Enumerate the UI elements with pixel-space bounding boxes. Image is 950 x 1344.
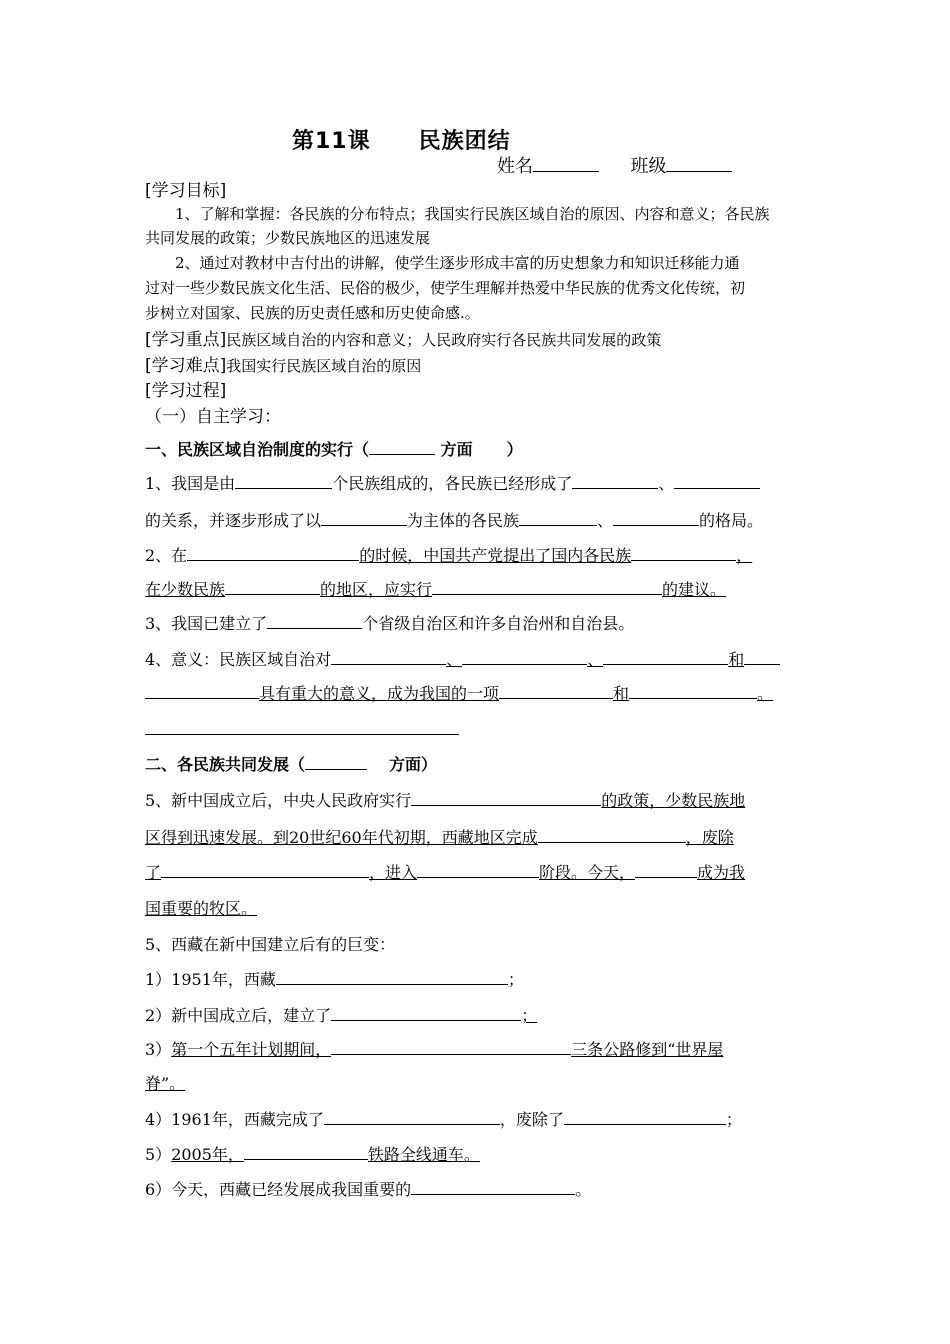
section2-heading-aspect: 方面）: [389, 755, 438, 774]
objective-2-line-3: 步树立对国家、民族的历史责任感和历史使命感.。: [145, 304, 480, 322]
q4-blank-5[interactable]: [145, 680, 259, 699]
section2-heading: [145, 751, 437, 775]
q1-line-2: [145, 507, 763, 531]
q1-text-g: 的格局。: [699, 511, 764, 530]
lesson-topic: 民族团结: [418, 129, 511, 154]
objectives-header: [学习目标]: [145, 181, 227, 201]
q1-blank-2[interactable]: [572, 470, 658, 489]
q2-line-1: [145, 542, 752, 566]
tibet-item-3: [145, 1036, 723, 1060]
t2-blank[interactable]: [331, 1002, 521, 1021]
tibet-item-3-cont: [145, 1071, 185, 1094]
t1-text-a: 1）1951年，西藏: [145, 970, 276, 989]
q5-line-4: [145, 896, 257, 919]
t3-text-d: 脊”。: [145, 1074, 186, 1093]
q5-line-1: [145, 787, 745, 811]
q3-text-a: 3、我国已建立了: [145, 614, 268, 633]
page-title: [292, 124, 511, 155]
q5-blank-2[interactable]: [538, 824, 686, 843]
t3-text-a: 3）: [145, 1040, 172, 1059]
t4-blank-2[interactable]: [564, 1106, 726, 1125]
q1-text-d: 的关系，并逐步形成了以: [145, 511, 322, 530]
q4-text-b: 、: [446, 650, 463, 669]
objective-2-line-2: 过对一些少数民族文化生活、民俗的极少，使学生理解并热爱中华民族的优秀文化传统，初: [145, 279, 746, 297]
key-points-text: 民族区域自治的内容和意义；人民政府实行各民族共同发展的政策: [226, 331, 662, 349]
q1-blank-5[interactable]: [519, 507, 597, 526]
q3-text-b: 个省级自治区和许多自治州和自治县。: [362, 614, 635, 633]
t5-blank[interactable]: [244, 1141, 368, 1160]
q4-blank-4[interactable]: [744, 646, 780, 665]
name-blank[interactable]: [533, 153, 599, 172]
t1-text-b: ；: [507, 970, 524, 989]
tibet-item-6: [145, 1176, 591, 1200]
q4-text-e: 具有重大的意义，成为我国的一项: [259, 684, 500, 703]
q4-blank-2[interactable]: [462, 646, 587, 665]
tibet-item-2: [145, 1002, 537, 1026]
section1-heading-close: ）: [506, 440, 523, 459]
q2-blank-2[interactable]: [631, 542, 736, 561]
q4-continuation-blank[interactable]: [145, 734, 459, 735]
t4-blank-1[interactable]: [324, 1106, 500, 1125]
q2-text-a: 2、在: [145, 546, 188, 565]
q5-text-d: ，废除: [685, 828, 734, 847]
student-info: [497, 152, 732, 178]
objective-1-line-1: 1、了解和掌握：各民族的分布特点；我国实行民族区域自治的原因、内容和意义；各民族: [175, 205, 770, 223]
t2-text-a: 2）新中国成立后，建立了: [145, 1006, 332, 1025]
q5-text-c: 区得到迅速发展。到20世纪60年代初期，西藏地区完成: [145, 828, 538, 847]
t4-text-b: ，废除了: [499, 1110, 564, 1129]
q4-text-g: 。: [757, 684, 774, 703]
section2-aspect-blank[interactable]: [305, 751, 367, 770]
name-label: 姓名: [497, 156, 533, 177]
class-label: 班级: [630, 156, 667, 177]
t6-text-b: 。: [575, 1180, 592, 1199]
q1-blank-1[interactable]: [235, 470, 332, 489]
q4-blank-1[interactable]: [331, 646, 446, 665]
t1-blank[interactable]: [276, 966, 508, 985]
q5-blank-4[interactable]: [417, 859, 539, 878]
difficulties-header: [学习难点]: [145, 356, 227, 376]
t2-text-b: ；: [521, 1006, 538, 1025]
difficulties: [145, 351, 421, 376]
q5-text-a: 5、新中国成立后，中央人民政府实行: [145, 791, 412, 810]
q5-text-i: 国重要的牧区。: [145, 899, 258, 918]
q5-text-f: ，进入: [369, 863, 418, 882]
t6-blank[interactable]: [411, 1176, 575, 1195]
tibet-item-5: [145, 1141, 480, 1165]
q2-text-d: 在少数民族: [145, 580, 226, 599]
q5-text-b: 的政策，少数民族地: [601, 791, 746, 810]
section2-heading-text: 二、各民族共同发展（: [145, 755, 306, 774]
tibet-item-1: [145, 966, 524, 990]
q4-line-1: [145, 646, 780, 670]
key-points-header: [学习重点]: [145, 330, 227, 350]
q4-line-2: [145, 680, 773, 704]
objective-2-line-1: 2、通过对教材中吉付出的讲解，使学生逐步形成丰富的历史想象力和知识迁移能力通: [175, 254, 740, 272]
q4-text-d: 和: [728, 650, 745, 669]
q1-blank-4[interactable]: [321, 507, 407, 526]
t4-text-a: 4）1961年，西藏完成了: [145, 1110, 324, 1129]
q1-text-c: 、: [658, 474, 675, 493]
q5-blank-1[interactable]: [411, 787, 601, 806]
section1-aspect-blank[interactable]: [369, 436, 435, 455]
q4-blank-6[interactable]: [499, 680, 613, 699]
objective-1-line-2: 共同发展的政策；少数民族地区的迅速发展: [145, 229, 431, 247]
t4-text-c: ；: [725, 1110, 742, 1129]
q2-blank-4[interactable]: [432, 576, 662, 595]
q1-line-1: [145, 470, 760, 494]
q2-blank-3[interactable]: [225, 576, 320, 595]
key-points: [145, 325, 661, 350]
q3-line: [145, 610, 634, 634]
q2-text-c: ，: [736, 546, 753, 565]
q5-line-3: [145, 859, 745, 883]
t5-text-a: 5）: [145, 1145, 172, 1164]
class-blank[interactable]: [666, 153, 732, 172]
q5-text-h: 成为我: [697, 863, 746, 882]
section1-heading: [145, 436, 523, 460]
q4-text-f: 和: [613, 684, 630, 703]
q1-text-f: 、: [597, 511, 614, 530]
q2-blank-1[interactable]: [187, 542, 359, 561]
q5-text-e: 了: [145, 863, 162, 882]
t5-text-c: 铁路全线通车。: [367, 1145, 480, 1164]
q5-text-g: 阶段。今天，: [539, 863, 636, 882]
process-header: [学习过程]: [145, 381, 227, 401]
q4-blank-3[interactable]: [603, 646, 728, 665]
difficulties-text: 我国实行民族区域自治的原因: [226, 357, 422, 375]
section1-heading-aspect: 方面: [440, 440, 473, 459]
q1-blank-3[interactable]: [674, 470, 760, 489]
q2-text-b: 的时候，中国共产党提出了国内各民族: [359, 546, 632, 565]
q3-blank-1[interactable]: [267, 610, 362, 629]
tibet-item-4: [145, 1106, 742, 1130]
t3-blank[interactable]: [331, 1036, 571, 1055]
t5-text-b: 2005年，: [171, 1145, 244, 1164]
q1-text-e: 为主体的各民族: [407, 511, 520, 530]
q5-blank-3[interactable]: [161, 859, 369, 878]
q2-text-f: 的建议。: [662, 580, 727, 599]
t3-text-b: 第一个五年计划期间，: [171, 1040, 332, 1059]
q1-blank-6[interactable]: [613, 507, 699, 526]
q4-blank-7[interactable]: [629, 680, 757, 699]
q5-blank-5[interactable]: [635, 859, 697, 878]
self-study-header: （一）自主学习：: [145, 407, 281, 427]
q2-text-e: 的地区，应实行: [320, 580, 433, 599]
q4-text-a: 4、意义：民族区域自治对: [145, 650, 332, 669]
tibet-intro: 5、西藏在新中国建立后有的巨变：: [145, 935, 396, 954]
q5-line-2: [145, 824, 734, 848]
q4-text-c: 、: [587, 650, 604, 669]
q2-line-2: [145, 576, 726, 600]
q1-text-a: 1、我国是由: [145, 474, 236, 493]
t3-text-c: 三条公路修到“世界屋: [571, 1040, 724, 1059]
q1-text-b: 个民族组成的，各民族已经形成了: [332, 474, 573, 493]
section1-heading-text: 一、民族区域自治制度的实行（: [145, 440, 370, 459]
t6-text-a: 6）今天，西藏已经发展成我国重要的: [145, 1180, 412, 1199]
lesson-number: 第11课: [292, 129, 371, 154]
